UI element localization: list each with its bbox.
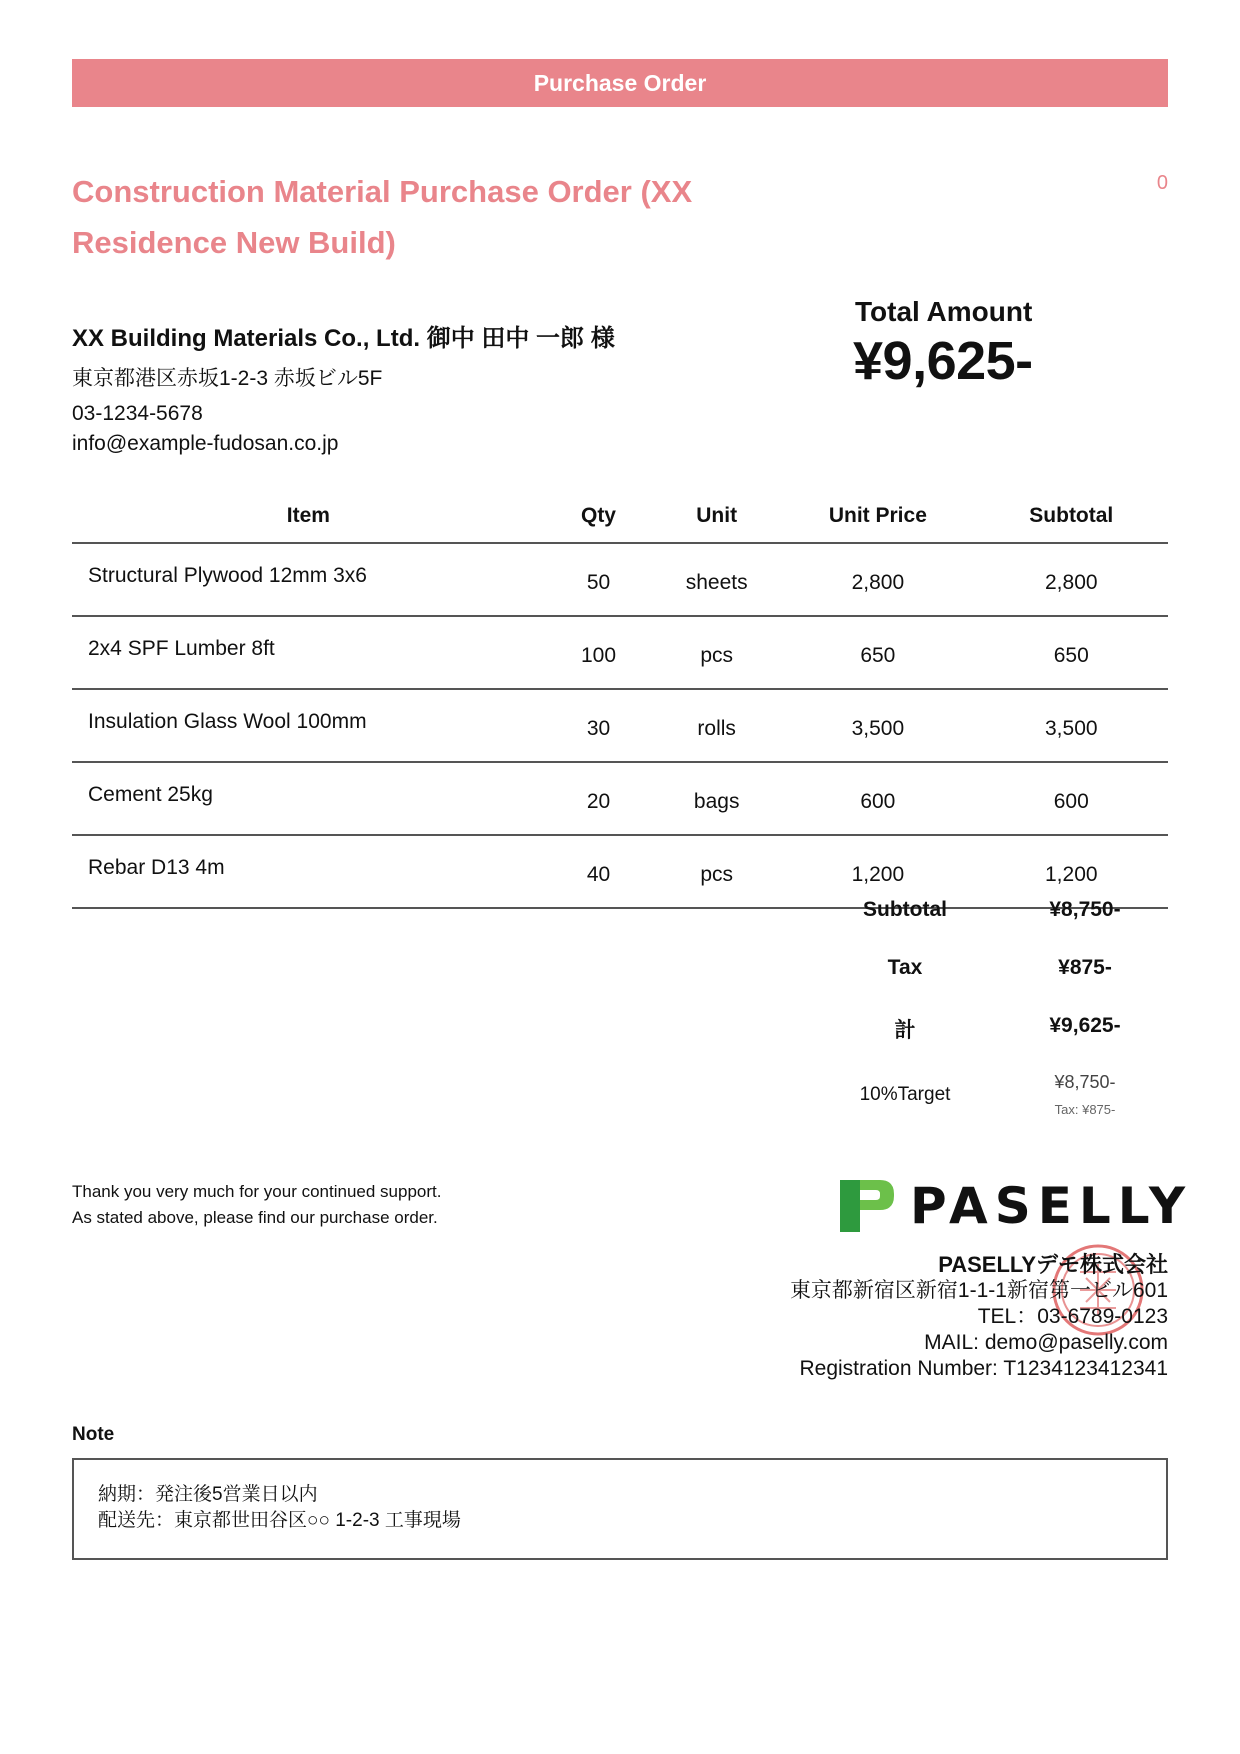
cell-unit: pcs — [652, 835, 781, 908]
cell-qty: 50 — [545, 543, 652, 616]
recipient-tel: 03-1234-5678 — [72, 402, 203, 425]
table-row — [72, 762, 1168, 835]
summary-tax-label: Tax — [887, 956, 923, 979]
column-header-unit: Unit — [652, 490, 781, 543]
tax-target-tax: Tax: ¥875- — [1054, 1102, 1116, 1117]
note-label: Note — [72, 1424, 115, 1445]
table-row — [72, 835, 1168, 908]
cell-unit: bags — [652, 762, 781, 835]
total-amount-label: Total Amount — [855, 296, 1033, 327]
cell-qty: 30 — [545, 689, 652, 762]
cell-item: Structural Plywood 12mm 3x6 — [72, 543, 545, 616]
header-band — [72, 59, 1168, 107]
recipient-address: 東京都港区赤坂1-2-3 赤坂ビル5F — [72, 367, 383, 390]
thanks-message — [72, 1179, 441, 1231]
cell-unit-price: 650 — [781, 616, 974, 689]
cell-qty: 40 — [545, 835, 652, 908]
summary-tax-value: ¥875- — [1058, 956, 1112, 979]
document-number: 0 — [1156, 172, 1168, 194]
cell-subtotal: 1,200 — [975, 835, 1168, 908]
summary-subtotal-label: Subtotal — [863, 898, 947, 921]
cell-unit-price: 1,200 — [781, 835, 974, 908]
paselly-logo-icon — [838, 1176, 896, 1236]
recipient-name: XX Building Materials Co., Ltd. 御中 田中 一郎 様 — [72, 325, 615, 352]
cell-item: Insulation Glass Wool 100mm — [72, 689, 545, 762]
tax-target-amount: ¥8,750- — [1054, 1072, 1116, 1092]
column-header-qty: Qty — [545, 490, 652, 543]
cell-unit: rolls — [652, 689, 781, 762]
cell-subtotal: 600 — [975, 762, 1168, 835]
company-logo-text: PASELLY — [910, 1177, 1193, 1235]
table-row — [72, 543, 1168, 616]
company-name: PASELLYデモ株式会社 — [938, 1252, 1168, 1277]
table-row — [72, 689, 1168, 762]
total-amount-value: ¥9,625- — [853, 331, 1033, 391]
note-line-2: 配送先：東京都世田谷区○○ 1-2-3 工事現場 — [98, 1510, 461, 1531]
table-header-row — [72, 490, 1168, 543]
thanks-line-2: As stated above, please find our purchase order. — [72, 1208, 438, 1227]
note-box — [72, 1458, 1168, 1560]
summary-total-label: 計 — [894, 1019, 916, 1042]
cell-subtotal: 3,500 — [975, 689, 1168, 762]
cell-item: Cement 25kg — [72, 762, 545, 835]
cell-unit-price: 2,800 — [781, 543, 974, 616]
header-title: Purchase Order — [533, 69, 707, 96]
cell-qty: 100 — [545, 616, 652, 689]
recipient-email: info@example-fudosan.co.jp — [72, 432, 339, 455]
column-header-item: Item — [72, 490, 545, 543]
note-text — [98, 1482, 461, 1534]
items-table — [72, 490, 1168, 909]
summary-subtotal-value: ¥8,750- — [1049, 898, 1121, 921]
table-row — [72, 616, 1168, 689]
cell-unit-price: 3,500 — [781, 689, 974, 762]
thanks-line-1: Thank you very much for your continued support. — [72, 1182, 442, 1201]
company-registration: Registration Number: T1234123412341 — [799, 1357, 1168, 1380]
cell-item: 2x4 SPF Lumber 8ft — [72, 616, 545, 689]
cell-qty: 20 — [545, 762, 652, 835]
company-mail: MAIL: demo@paselly.com — [924, 1331, 1168, 1354]
company-tel: TEL：03-6789-0123 — [977, 1305, 1168, 1328]
summary-total-value: ¥9,625- — [1049, 1014, 1121, 1037]
cell-item: Rebar D13 4m — [72, 835, 545, 908]
cell-subtotal: 2,800 — [975, 543, 1168, 616]
cell-unit: pcs — [652, 616, 781, 689]
note-line-1: 納期：発注後5営業日以内 — [98, 1484, 318, 1505]
cell-unit-price: 600 — [781, 762, 974, 835]
cell-unit: sheets — [652, 543, 781, 616]
company-address: 東京都新宿区新宿1-1-1新宿第一ビル601 — [789, 1279, 1168, 1302]
company-info — [790, 1252, 1168, 1382]
tax-target-label: 10%Target — [859, 1084, 951, 1105]
cell-subtotal: 650 — [975, 616, 1168, 689]
column-header-unit-price: Unit Price — [781, 490, 974, 543]
column-header-subtotal: Subtotal — [975, 490, 1168, 543]
document-title: Construction Material Purchase Order (XX Residence New Build) — [72, 174, 693, 260]
